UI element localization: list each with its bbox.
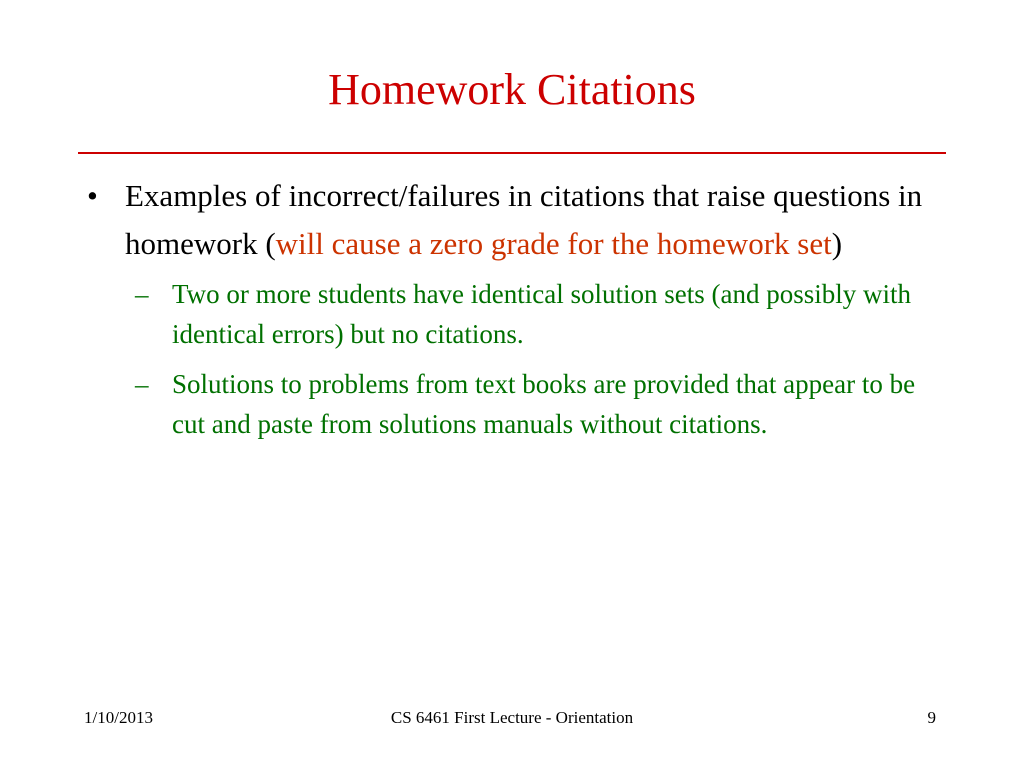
slide-title: Homework Citations: [328, 65, 696, 114]
slide-body: [87, 172, 947, 454]
sub-bullet-item: [132, 364, 947, 444]
sub-bullet-list: [87, 274, 947, 444]
footer-date: 1/10/2013: [84, 708, 153, 727]
title-divider: [78, 152, 946, 154]
bullet-text-start: Examples of incorrect/failures in citations that raise questions in homework (: [125, 178, 923, 261]
footer-title: CS 6461 First Lecture - Orientation: [390, 708, 634, 727]
sub-bullet-text: Two or more students have identical solution sets (and possibly with identical errors) but no citations.: [172, 279, 912, 349]
bullet-item: [87, 172, 947, 268]
sub-bullet-marker: –: [135, 369, 149, 399]
bullet-text-end: ): [831, 226, 843, 261]
bullet-highlight-text: will cause a zero grade for the homework set: [275, 226, 832, 261]
sub-bullet-marker: –: [135, 279, 149, 309]
bullet-marker: •: [87, 178, 98, 213]
sub-bullet-text: Solutions to problems from text books are provided that appear to be cut and paste from solutions manuals without citations.: [172, 369, 916, 439]
sub-bullet-item: [132, 274, 947, 354]
footer-page-number: 9: [927, 708, 936, 727]
